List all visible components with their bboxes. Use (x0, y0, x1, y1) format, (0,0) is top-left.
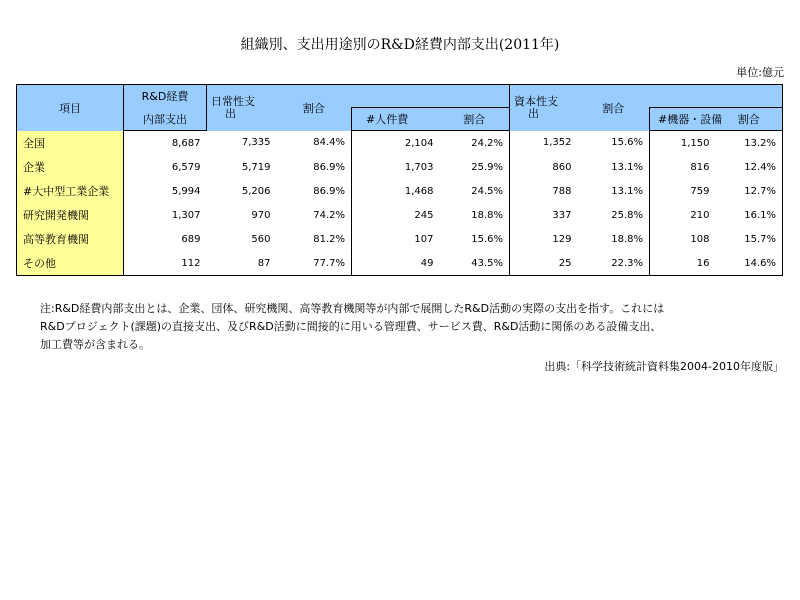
cell-equipment-ratio: 13.2% (716, 131, 783, 156)
cell-daily-ratio: 81.2% (277, 227, 352, 251)
cell-daily: 87 (207, 251, 277, 276)
footnote-line2: R&Dプロジェクト(課題)の直接支出、及びR&D活動に間接的に用いる管理費、サービス費、R&D活動に関係のある設備支出、 (40, 320, 662, 333)
table-row (17, 131, 783, 156)
header-equipment-ratio: 割合 (716, 108, 783, 131)
cell-capital-ratio: 25.8% (578, 203, 650, 227)
table-row (17, 155, 783, 179)
cell-personnel: 245 (414, 209, 434, 221)
cell-equipment: 16 (650, 251, 716, 276)
cell-daily-ratio: 84.4% (277, 131, 352, 156)
cell-equipment-ratio: 15.7% (716, 227, 783, 251)
cell-equipment: 210 (690, 209, 710, 221)
cell-equipment-ratio: 12.7% (716, 179, 783, 203)
table-row (17, 179, 783, 203)
row-name: 研究開発機関 (17, 203, 124, 227)
cell-capital-ratio: 13.1% (578, 179, 650, 203)
cell-daily: 5,206 (241, 185, 271, 197)
cell-personnel-ratio: 15.6% (440, 227, 510, 251)
header-daily-ratio: 割合 (277, 85, 352, 131)
cell-personnel-ratio: 25.9% (440, 155, 510, 179)
header-daily-line1: 日常性支 (211, 94, 255, 108)
cell-capital-ratio: 13.1% (578, 155, 650, 179)
cell-personnel: 49 (352, 251, 440, 276)
cell-daily: 7,335 (241, 137, 271, 149)
cell-daily-ratio: 86.9% (277, 155, 352, 179)
table-row (17, 251, 783, 276)
header-capital-ratio: 割合 (578, 85, 650, 131)
cell-equipment-ratio: 16.1% (716, 203, 783, 227)
cell-equipment-ratio: 12.4% (716, 155, 783, 179)
header-equipment: #機器・設備 (650, 108, 716, 131)
header-daily-line2: 出 (225, 106, 236, 120)
cell-capital-ratio: 18.8% (578, 227, 650, 251)
cell-daily: 560 (251, 233, 271, 245)
row-name: 企業 (17, 155, 124, 179)
header-personnel-ratio: 割合 (440, 108, 510, 131)
cell-personnel-ratio: 18.8% (440, 203, 510, 227)
header-capital-line1: 資本性支 (514, 94, 558, 108)
header-capital-line2: 出 (528, 106, 539, 120)
header-personnel: #人件費 (352, 108, 440, 131)
footnote (40, 300, 780, 354)
cell-equipment: 1,150 (680, 137, 710, 149)
table-row (17, 227, 783, 251)
cell-capital-ratio: 22.3% (578, 251, 650, 276)
cell-personnel: 2,104 (404, 137, 434, 149)
cell-daily-ratio: 77.7% (277, 251, 352, 276)
cell-daily: 970 (251, 209, 271, 221)
cell-rd: 8,687 (171, 137, 201, 149)
header-item: 項目 (17, 85, 124, 131)
row-name: 全国 (17, 131, 124, 156)
source-citation: 出典:「科学技術統計資料集2004-2010年度版」 (544, 360, 784, 373)
cell-equipment: 816 (690, 161, 710, 173)
cell-capital: 860 (552, 161, 572, 173)
cell-rd: 6,579 (171, 161, 201, 173)
cell-capital-ratio: 15.6% (578, 131, 650, 156)
cell-rd: 689 (181, 233, 201, 245)
cell-personnel-ratio: 24.5% (440, 179, 510, 203)
row-name: その他 (17, 251, 124, 276)
page-title: 組織別、支出用途別のR&D経費内部支出(2011年) (240, 37, 560, 53)
cell-equipment: 759 (690, 185, 710, 197)
cell-rd: 1,307 (171, 209, 201, 221)
cell-capital: 337 (552, 209, 572, 221)
cell-equipment: 108 (690, 233, 710, 245)
cell-personnel: 1,703 (404, 161, 434, 173)
table-row (17, 203, 783, 227)
cell-personnel: 107 (414, 233, 434, 245)
cell-capital: 788 (552, 185, 572, 197)
cell-personnel: 1,468 (404, 185, 434, 197)
header-daily (207, 85, 277, 131)
row-name: 高等教育機関 (17, 227, 124, 251)
footnote-line1: 注:R&D経費内部支出とは、企業、団体、研究機関、高等教育機関等が内部で展開したR&D活動の実際の支出を指す。これには (40, 302, 665, 315)
row-name: #大中型工業企業 (17, 179, 124, 203)
cell-daily-ratio: 74.2% (277, 203, 352, 227)
cell-capital: 129 (552, 233, 572, 245)
footnote-line3: 加工費等が含まれる。 (40, 338, 150, 351)
cell-daily: 5,719 (241, 161, 271, 173)
header-capital (510, 85, 578, 131)
cell-personnel-ratio: 43.5% (440, 251, 510, 276)
cell-capital: 25 (510, 251, 578, 276)
cell-rd: 112 (124, 251, 207, 276)
cell-equipment-ratio: 14.6% (716, 251, 783, 276)
unit-label: 単位:億元 (736, 66, 784, 79)
rd-expenditure-table (16, 84, 783, 276)
header-rd-line2: 内部支出 (124, 108, 207, 131)
cell-personnel-ratio: 24.2% (440, 131, 510, 156)
header-rd-line1: R&D経費 (124, 85, 207, 108)
cell-capital: 1,352 (542, 137, 572, 149)
cell-daily-ratio: 86.9% (277, 179, 352, 203)
cell-rd: 5,994 (171, 185, 201, 197)
